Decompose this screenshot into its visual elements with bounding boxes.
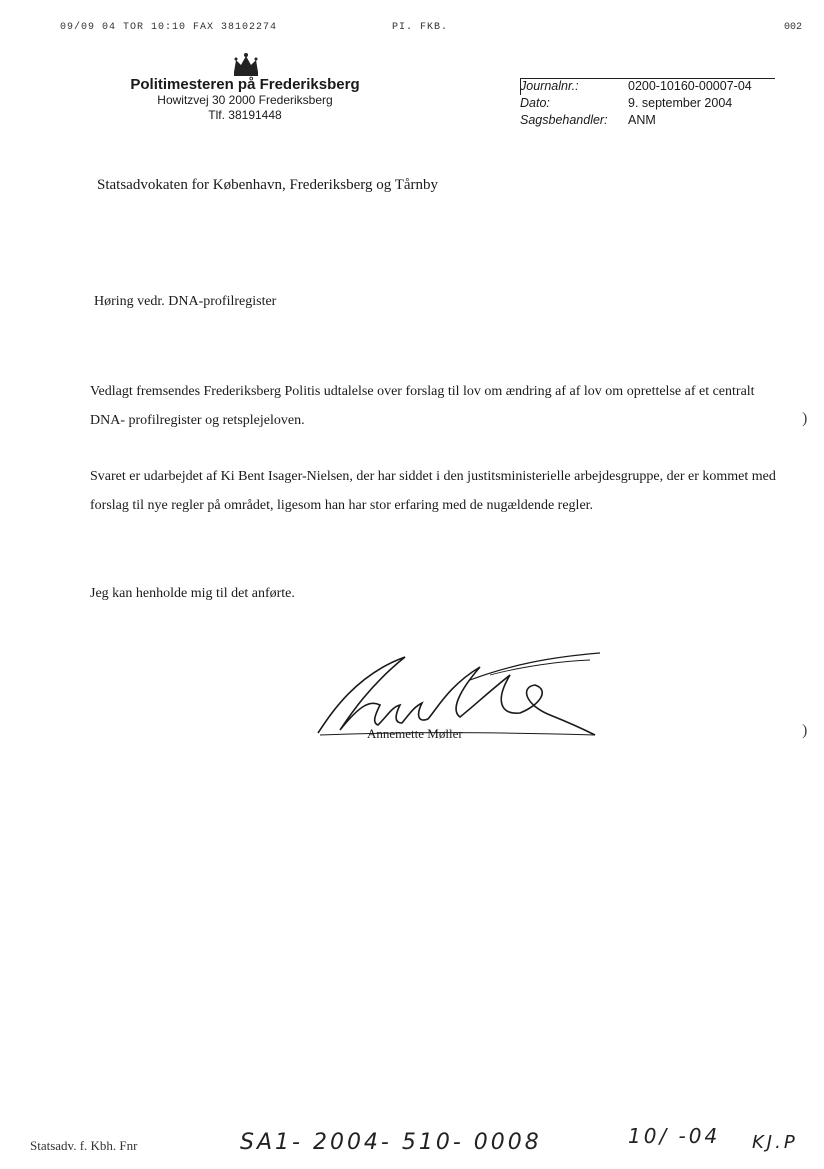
signer-name: Annemette Møller <box>367 726 463 741</box>
fax-header-left: 09/09 04 TOR 10:10 FAX 38102274 <box>60 22 278 33</box>
reference-left-rule <box>520 78 521 95</box>
reference-top-rule <box>520 78 775 79</box>
paragraph-closing: Jeg kan henholde mig til det anførte. <box>90 586 295 601</box>
handler-value: ANM <box>628 113 656 127</box>
crown-icon <box>231 52 261 78</box>
paragraph-enclosure: Vedlagt fremsendes Frederiksberg Politis udtalelse over forslag til lov om ændring af af lov om oprettelse af et centralt DNA- profilregister og retsplejeloven. <box>90 384 755 428</box>
handwritten-date: 10/ -04 <box>628 1124 721 1148</box>
date-label: Dato: <box>520 96 550 110</box>
sender-block <box>120 76 370 123</box>
footer-stamp: Statsadv. f. Kbh. Fnr <box>30 1138 138 1153</box>
journal-label: Journalnr.: <box>520 79 579 93</box>
fax-header-page: 002 <box>783 22 802 33</box>
reference-row-date <box>520 95 752 112</box>
sender-phone: Tlf. 38191448 <box>208 108 282 122</box>
handler-label: Sagsbehandler: <box>520 113 608 127</box>
fax-header-middle: PI. FKB. <box>392 22 449 33</box>
reference-row-journal <box>520 78 752 95</box>
journal-value: 0200-10160-00007-04 <box>628 79 752 93</box>
date-value: 9. september 2004 <box>628 96 733 110</box>
reference-block <box>520 78 752 129</box>
sender-name: Politimesteren på Frederiksberg <box>130 76 360 93</box>
sender-address: Howitzvej 30 2000 Frederiksberg <box>157 93 333 107</box>
paragraph-author: Svaret er udarbejdet af Ki Bent Isager-Nielsen, der har siddet i den justitsministerielle arbejdesgruppe, der er kommet med forslag til nye regler på området, ligesom han har stor erfaring med de nugældende regler. <box>90 469 776 513</box>
subject-line: Høring vedr. DNA-profilregister <box>94 294 277 309</box>
handwritten-initials: KJ.P <box>752 1132 798 1153</box>
reference-row-handler <box>520 112 752 129</box>
handwritten-case-number: SA1- 2004- 510- 0008 <box>240 1130 542 1155</box>
margin-bracket: ) <box>802 410 808 427</box>
margin-bracket: ) <box>802 722 808 739</box>
recipient: Statsadvokaten for København, Frederiksberg og Tårnby <box>97 177 439 193</box>
